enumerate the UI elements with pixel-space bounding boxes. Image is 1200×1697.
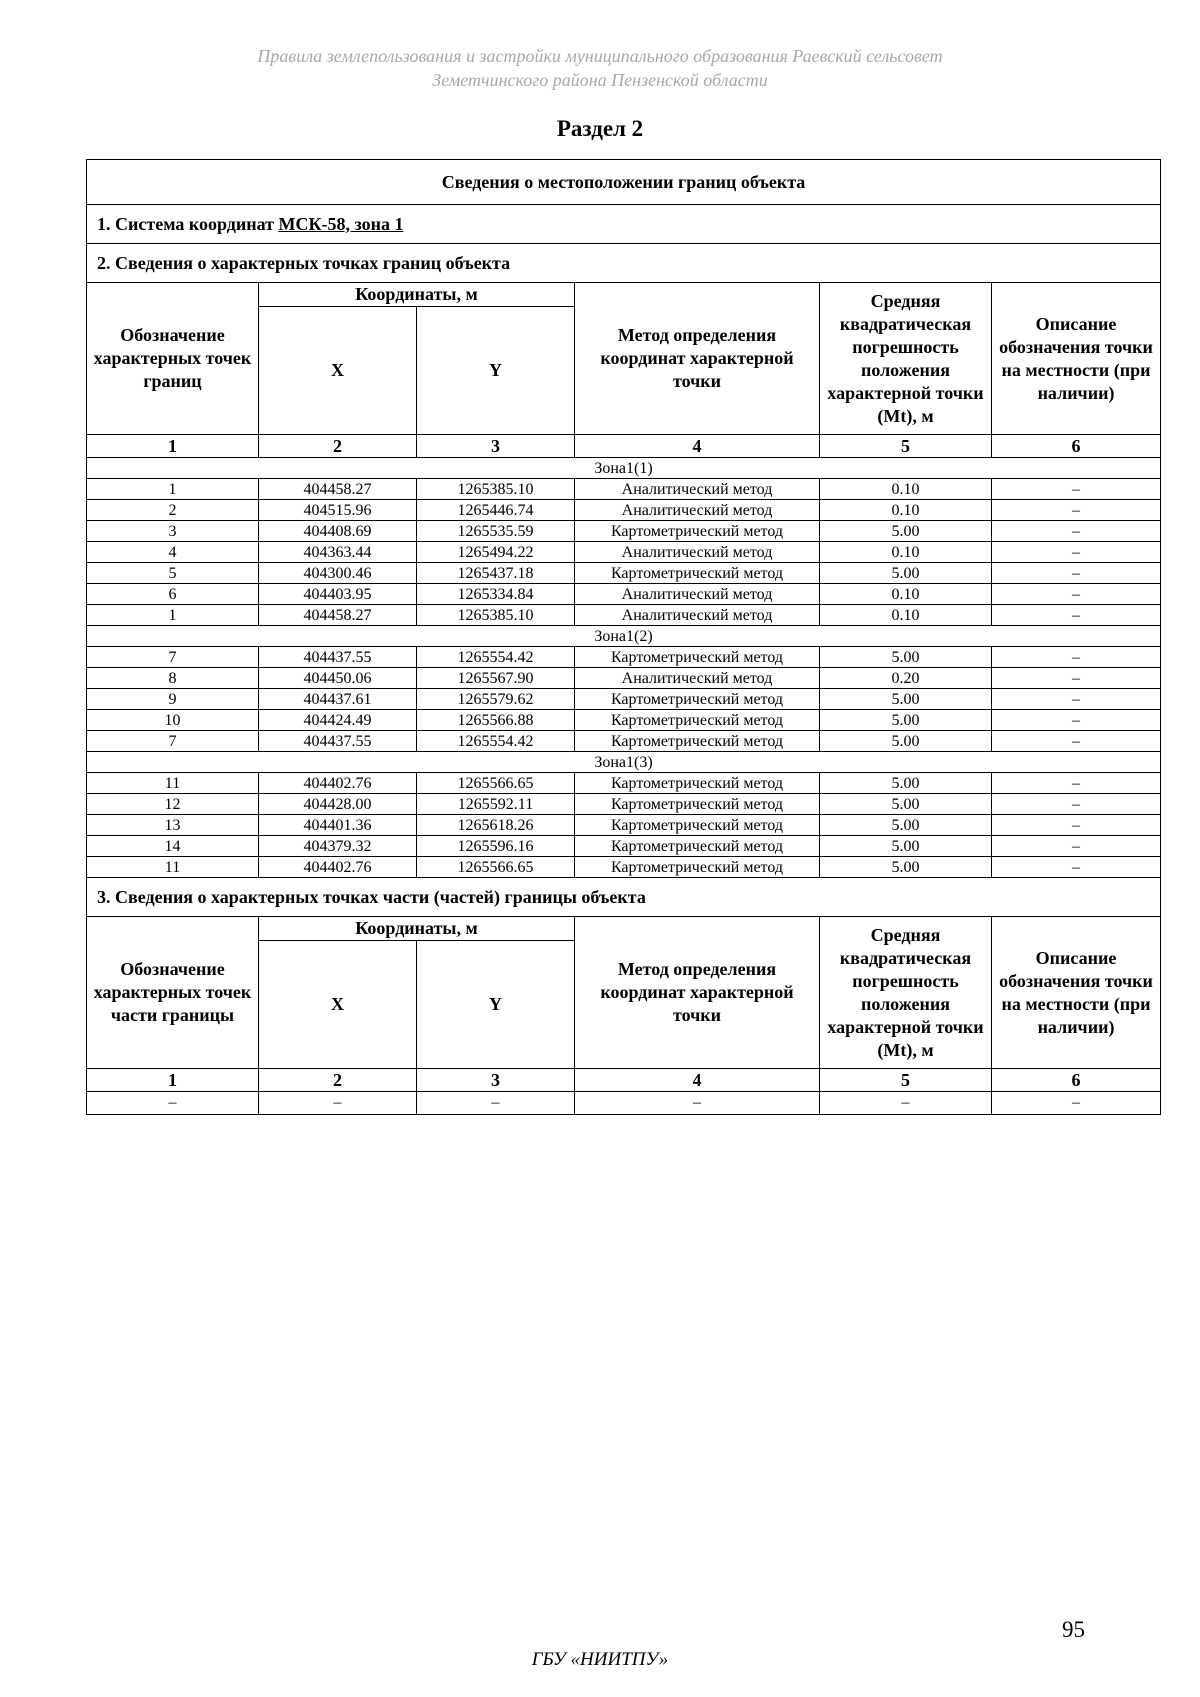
point-id: 8	[87, 668, 259, 689]
coord-x: 404363.44	[259, 542, 417, 563]
points-section-title: 2. Сведения о характерных точках границ объекта	[87, 244, 1161, 283]
part-header-x: X	[259, 941, 417, 1069]
method: Картометрический метод	[575, 773, 820, 794]
method: Картометрический метод	[575, 689, 820, 710]
header-x: X	[259, 307, 417, 435]
part-header-description: Описание обозначения точки на местности (при наличии)	[992, 917, 1161, 1069]
coord-y: 1265566.65	[417, 857, 575, 878]
method: Картометрический метод	[575, 521, 820, 542]
error: 0.10	[820, 479, 992, 500]
error: 5.00	[820, 647, 992, 668]
point-id: 3	[87, 521, 259, 542]
coord-y: 1265566.65	[417, 773, 575, 794]
description: –	[992, 647, 1161, 668]
table-row	[87, 710, 1161, 731]
description: –	[992, 563, 1161, 584]
header-line-2: Земетчинского района Пензенской области	[432, 70, 768, 90]
part-col-number: 5	[820, 1069, 992, 1092]
table-row	[87, 668, 1161, 689]
table-row	[87, 773, 1161, 794]
error: 5.00	[820, 794, 992, 815]
part-header-designation: Обозначение характерных точек части границы	[87, 917, 259, 1069]
part-cell: –	[259, 1092, 417, 1115]
coord-system-value: МСК-58, зона 1	[278, 213, 404, 234]
method: Аналитический метод	[575, 668, 820, 689]
part-table-row	[87, 1092, 1161, 1115]
header-error	[820, 283, 992, 435]
description: –	[992, 542, 1161, 563]
coord-x: 404408.69	[259, 521, 417, 542]
part-col-number: 1	[87, 1069, 259, 1092]
part-cell: –	[992, 1092, 1161, 1115]
header-line-1: Правила землепользования и застройки муниципального образования Раевский сельсовет	[257, 46, 943, 66]
description: –	[992, 479, 1161, 500]
method: Аналитический метод	[575, 584, 820, 605]
table-row	[87, 521, 1161, 542]
coord-x: 404403.95	[259, 584, 417, 605]
footer: ГБУ «НИИТПУ»	[531, 1649, 669, 1670]
boundary-table	[86, 159, 1161, 1115]
method: Картометрический метод	[575, 710, 820, 731]
coord-y: 1265385.10	[417, 605, 575, 626]
point-id: 13	[87, 815, 259, 836]
part-col-number: 2	[259, 1069, 417, 1092]
method: Аналитический метод	[575, 500, 820, 521]
description: –	[992, 668, 1161, 689]
col-number: 3	[417, 435, 575, 458]
part-cell: –	[87, 1092, 259, 1115]
part-points-section-title: 3. Сведения о характерных точках части (частей) границы объекта	[87, 878, 1161, 917]
coord-y: 1265334.84	[417, 584, 575, 605]
coord-y: 1265554.42	[417, 731, 575, 752]
method: Картометрический метод	[575, 647, 820, 668]
error: 0.10	[820, 605, 992, 626]
method: Картометрический метод	[575, 815, 820, 836]
error: 0.10	[820, 542, 992, 563]
error: 5.00	[820, 731, 992, 752]
col-number: 4	[575, 435, 820, 458]
coord-x: 404300.46	[259, 563, 417, 584]
description: –	[992, 815, 1161, 836]
coord-x: 404458.27	[259, 479, 417, 500]
coord-x: 404515.96	[259, 500, 417, 521]
coord-y: 1265385.10	[417, 479, 575, 500]
table-row	[87, 563, 1161, 584]
table-row	[87, 542, 1161, 563]
method: Аналитический метод	[575, 479, 820, 500]
description: –	[992, 521, 1161, 542]
error: 0.10	[820, 500, 992, 521]
coord-x: 404379.32	[259, 836, 417, 857]
description: –	[992, 605, 1161, 626]
table-row	[87, 647, 1161, 668]
coord-x: 404458.27	[259, 605, 417, 626]
table-row	[87, 500, 1161, 521]
coord-system-row	[87, 205, 1161, 244]
zone-row	[87, 626, 1161, 647]
point-id: 4	[87, 542, 259, 563]
method: Картометрический метод	[575, 563, 820, 584]
coord-x: 404402.76	[259, 857, 417, 878]
error: 5.00	[820, 521, 992, 542]
coord-y: 1265535.59	[417, 521, 575, 542]
part-cell: –	[820, 1092, 992, 1115]
page-number: 95	[1062, 1617, 1085, 1642]
part-header-coords: Координаты, м	[259, 917, 575, 941]
point-id: 11	[87, 773, 259, 794]
method: Аналитический метод	[575, 605, 820, 626]
error: 5.00	[820, 563, 992, 584]
method: Картометрический метод	[575, 731, 820, 752]
col-number: 6	[992, 435, 1161, 458]
point-id: 1	[87, 479, 259, 500]
point-id: 12	[87, 794, 259, 815]
part-header-y: Y	[417, 941, 575, 1069]
section-title: Раздел 2	[556, 116, 644, 141]
point-id: 7	[87, 731, 259, 752]
error: 5.00	[820, 689, 992, 710]
coord-y: 1265446.74	[417, 500, 575, 521]
description: –	[992, 794, 1161, 815]
description: –	[992, 857, 1161, 878]
header-error-text: Средняя квадратическая погрешность положения характерной точки (Mt), м	[827, 290, 984, 426]
coord-y: 1265618.26	[417, 815, 575, 836]
table-row	[87, 815, 1161, 836]
coord-x: 404428.00	[259, 794, 417, 815]
description: –	[992, 500, 1161, 521]
table-row	[87, 479, 1161, 500]
coord-y: 1265554.42	[417, 647, 575, 668]
header-designation: Обозначение характерных точек границ	[87, 283, 259, 435]
table-row	[87, 836, 1161, 857]
method: Картометрический метод	[575, 794, 820, 815]
part-col-number: 6	[992, 1069, 1161, 1092]
point-id: 9	[87, 689, 259, 710]
coord-y: 1265596.16	[417, 836, 575, 857]
coord-y: 1265494.22	[417, 542, 575, 563]
zone-row	[87, 458, 1161, 479]
col-number: 5	[820, 435, 992, 458]
header-method: Метод определения координат характерной точки	[575, 283, 820, 435]
description: –	[992, 710, 1161, 731]
running-header	[0, 44, 1200, 92]
point-id: 11	[87, 857, 259, 878]
coord-y: 1265579.62	[417, 689, 575, 710]
method: Аналитический метод	[575, 542, 820, 563]
coord-system-prefix: 1. Система координат	[97, 213, 279, 234]
table-row	[87, 857, 1161, 878]
coord-x: 404437.55	[259, 647, 417, 668]
coord-y: 1265592.11	[417, 794, 575, 815]
description: –	[992, 584, 1161, 605]
header-description: Описание обозначения точки на местности (при наличии)	[992, 283, 1161, 435]
description: –	[992, 836, 1161, 857]
point-id: 7	[87, 647, 259, 668]
table-row	[87, 605, 1161, 626]
part-col-number: 3	[417, 1069, 575, 1092]
coord-x: 404450.06	[259, 668, 417, 689]
description: –	[992, 689, 1161, 710]
coord-x: 404437.61	[259, 689, 417, 710]
point-id: 10	[87, 710, 259, 731]
table-caption: Сведения о местоположении границ объекта	[87, 160, 1161, 205]
part-cell: –	[417, 1092, 575, 1115]
coord-y: 1265567.90	[417, 668, 575, 689]
point-id: 6	[87, 584, 259, 605]
table-row	[87, 794, 1161, 815]
part-cell: –	[575, 1092, 820, 1115]
error: 0.10	[820, 584, 992, 605]
header-y: Y	[417, 307, 575, 435]
zone-label: Зона1(3)	[87, 752, 1161, 773]
error: 5.00	[820, 710, 992, 731]
error: 5.00	[820, 773, 992, 794]
method: Картометрический метод	[575, 857, 820, 878]
point-id: 1	[87, 605, 259, 626]
coord-y: 1265566.88	[417, 710, 575, 731]
table-row	[87, 731, 1161, 752]
description: –	[992, 773, 1161, 794]
coord-x: 404437.55	[259, 731, 417, 752]
zone-row	[87, 752, 1161, 773]
error: 5.00	[820, 836, 992, 857]
coord-x: 404424.49	[259, 710, 417, 731]
description: –	[992, 731, 1161, 752]
zone-label: Зона1(1)	[87, 458, 1161, 479]
method: Картометрический метод	[575, 836, 820, 857]
coord-y: 1265437.18	[417, 563, 575, 584]
error: 5.00	[820, 815, 992, 836]
point-id: 5	[87, 563, 259, 584]
zone-label: Зона1(2)	[87, 626, 1161, 647]
part-header-method: Метод определения координат характерной точки	[575, 917, 820, 1069]
table-row	[87, 584, 1161, 605]
col-number: 1	[87, 435, 259, 458]
coord-x: 404402.76	[259, 773, 417, 794]
part-header-error: Средняя квадратическая погрешность положения характерной точки (Mt), м	[820, 917, 992, 1069]
error: 0.20	[820, 668, 992, 689]
col-number: 2	[259, 435, 417, 458]
coord-x: 404401.36	[259, 815, 417, 836]
part-col-number: 4	[575, 1069, 820, 1092]
point-id: 2	[87, 500, 259, 521]
point-id: 14	[87, 836, 259, 857]
header-coords: Координаты, м	[259, 283, 575, 307]
table-row	[87, 689, 1161, 710]
error: 5.00	[820, 857, 992, 878]
